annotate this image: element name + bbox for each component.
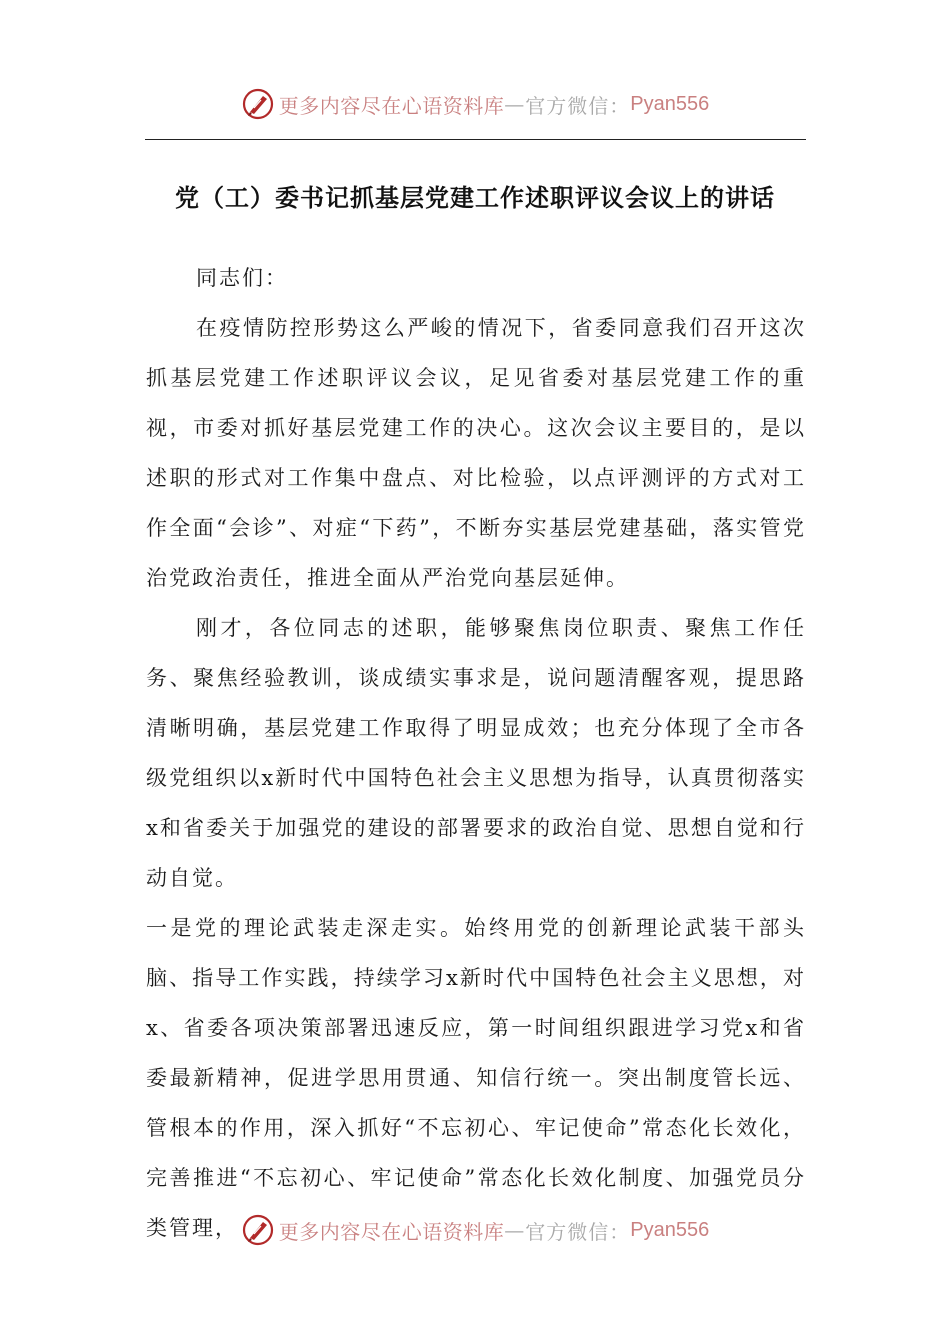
banner-official-label: 官方微信： [525, 1219, 631, 1244]
header-banner [0, 84, 950, 124]
banner-separator: — [504, 1218, 526, 1242]
banner-brand-text: 更多内容尽在心语资料库 [278, 93, 505, 118]
banner-separator: — [504, 92, 526, 116]
document-body [146, 253, 806, 1253]
footer-banner [0, 1210, 950, 1250]
body-paragraph: 在疫情防控形势这么严峻的情况下，省委同意我们召开这次抓基层党建工作述职评议会议，足见省委对基层党建工作的重视，市委对抓好基层党建工作的决心。这次会议主要目的，是以述职的形式对工作集中盘点、对比检验，以点评测评的方式对工作全面“会诊”、对症“下药”，不断夯实基层党建基础，落实管党治党政治责任，推进全面从严治党向基层延伸。 [146, 316, 806, 590]
banner-wechat-id: Pyan556 [630, 92, 710, 115]
quill-pen-logo-icon [241, 87, 275, 121]
header-divider [145, 139, 806, 140]
body-paragraph: 一是党的理论武装走深走实。始终用党的创新理论武装干部头脑、指导工作实践，持续学习x新时代中国特色社会主义思想，对x、省委各项决策部署迅速反应，第一时间组织跟进学习党x和省委最新精神，促进学思用贯通、知信行统一。突出制度管长远、管根本的作用，深入抓好“不忘初心、牢记使命”常态化长效化，完善推进“不忘初心、牢记使命”常态化长效化制度、加强党员分类管理， [146, 916, 806, 1240]
body-paragraph: 刚才，各位同志的述职，能够聚焦岗位职责、聚焦工作任务、聚焦经验教训，谈成绩实事求是，说问题清醒客观，提思路清晰明确，基层党建工作取得了明显成效；也充分体现了全市各级党组织以x新时代中国特色社会主义思想为指导，认真贯彻落实x和省委关于加强党的建设的部署要求的政治自觉、思想自觉和行动自觉。 [146, 616, 806, 890]
salutation: 同志们： [196, 266, 288, 290]
quill-pen-logo-icon [241, 1213, 275, 1247]
document-title: 党（工）委书记抓基层党建工作述职评议会议上的讲话 [175, 184, 775, 212]
banner-official-label: 官方微信： [525, 93, 631, 118]
banner-wechat-id: Pyan556 [630, 1218, 710, 1241]
banner-brand-text: 更多内容尽在心语资料库 [278, 1219, 505, 1244]
